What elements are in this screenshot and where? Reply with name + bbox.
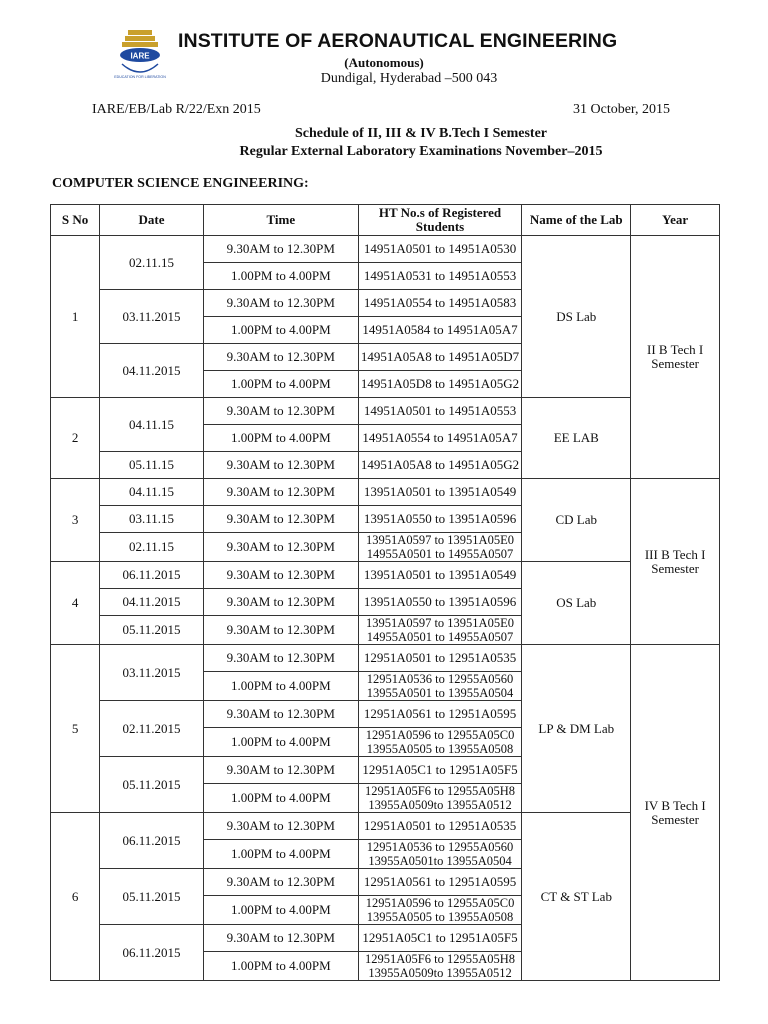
ht-range: 12951A0596 to 12955A05C0 <box>365 728 515 742</box>
lab-cell <box>522 645 631 813</box>
date-cell <box>100 645 204 701</box>
table-row <box>51 645 720 672</box>
ht-numbers-cell <box>358 645 522 672</box>
date-cell-text: 03.11.2015 <box>122 308 181 324</box>
time-cell-text: 9.30AM to 12.30PM <box>226 457 335 472</box>
ht-numbers-cell <box>358 728 522 757</box>
date-cell <box>100 925 204 981</box>
sno-cell-text: 6 <box>71 888 79 904</box>
time-cell-text: 9.30AM to 12.30PM <box>226 650 335 665</box>
time-cell-text: 9.30AM to 12.30PM <box>226 930 335 945</box>
ht-numbers-cell <box>358 757 522 784</box>
time-cell-text: 9.30AM to 12.30PM <box>226 874 335 889</box>
time-cell <box>203 290 358 317</box>
date-cell-text: 05.11.2015 <box>122 776 181 792</box>
ht-range: 13951A0501 to 13951A0549 <box>363 484 517 499</box>
ht-numbers-cell <box>358 616 522 645</box>
time-cell-text: 1.00PM to 4.00PM <box>230 322 331 337</box>
ht-numbers-cell <box>358 344 522 371</box>
time-cell <box>203 263 358 290</box>
time-cell-text: 1.00PM to 4.00PM <box>230 268 331 283</box>
date-cell <box>100 236 204 290</box>
date-cell <box>100 452 204 479</box>
date-cell-text: 05.11.2015 <box>122 622 181 637</box>
time-cell <box>203 479 358 506</box>
date-cell-text: 04.11.15 <box>128 416 174 432</box>
date-cell-text: 02.11.2015 <box>122 720 181 736</box>
date-cell <box>100 757 204 813</box>
ht-numbers-cell <box>358 562 522 589</box>
date-cell <box>100 701 204 757</box>
ht-range: 14955A0501 to 14955A0507 <box>366 630 514 644</box>
date-cell-text: 04.11.2015 <box>122 594 181 609</box>
date-cell <box>100 869 204 925</box>
date-cell-text: 06.11.2015 <box>122 944 181 960</box>
sno-cell <box>51 479 100 562</box>
ht-numbers-cell <box>358 398 522 425</box>
lab-cell-text: OS Lab <box>556 595 597 610</box>
ht-numbers-cell <box>358 589 522 616</box>
time-cell <box>203 757 358 784</box>
sno-cell-text: 1 <box>71 308 79 324</box>
time-cell-text: 9.30AM to 12.30PM <box>226 594 335 609</box>
time-cell <box>203 616 358 645</box>
date-cell <box>100 813 204 869</box>
ht-numbers-cell <box>358 371 522 398</box>
ht-range: 13951A0597 to 13951A05E0 <box>366 616 514 630</box>
ht-range: 14951A0501 to 14951A0530 <box>363 241 517 256</box>
ht-range: 14951A05A8 to 14951A05D7 <box>360 349 520 364</box>
ht-numbers-cell <box>358 533 522 562</box>
lab-cell <box>522 562 631 645</box>
year-cell <box>631 645 720 981</box>
ht-numbers-cell <box>358 925 522 952</box>
ht-range: 12951A0561 to 12951A0595 <box>363 706 517 721</box>
year-cell-text: II B Tech I Semester <box>647 342 704 371</box>
ht-range: 12951A0561 to 12951A0595 <box>363 874 517 889</box>
ht-range: 13955A0501to 13955A0504 <box>368 854 512 868</box>
time-cell <box>203 398 358 425</box>
time-cell-text: 1.00PM to 4.00PM <box>230 678 331 693</box>
time-cell <box>203 425 358 452</box>
lab-cell-text: CT & ST Lab <box>540 888 612 904</box>
date-cell-text: 05.11.15 <box>128 457 174 472</box>
ht-numbers-cell <box>358 506 522 533</box>
lab-cell <box>522 813 631 981</box>
sno-cell <box>51 398 100 479</box>
sno-cell <box>51 645 100 813</box>
year-cell <box>631 236 720 479</box>
time-cell <box>203 840 358 869</box>
exam-schedule-table <box>50 204 720 981</box>
time-cell <box>203 672 358 701</box>
table-body <box>51 236 720 981</box>
header-ht-numbers: HT No.s of Registered Students <box>358 205 522 236</box>
time-cell <box>203 645 358 672</box>
ht-numbers-cell <box>358 813 522 840</box>
time-cell-text: 9.30AM to 12.30PM <box>226 818 335 833</box>
time-cell <box>203 784 358 813</box>
document-date: 31 October, 2015 <box>573 102 671 117</box>
schedule-title-line1: Schedule of II, III & IV B.Tech I Semester <box>294 126 547 141</box>
time-cell-text: 9.30AM to 12.30PM <box>226 295 335 310</box>
table-row <box>51 813 720 840</box>
ht-range: 12951A05C1 to 12951A05F5 <box>362 762 518 777</box>
time-cell-text: 9.30AM to 12.30PM <box>226 762 335 777</box>
table-header-row <box>51 205 720 236</box>
time-cell <box>203 952 358 981</box>
ht-range: 13951A0501 to 13951A0549 <box>363 567 517 582</box>
table-row <box>51 479 720 506</box>
time-cell-text: 9.30AM to 12.30PM <box>226 567 335 582</box>
ht-numbers-cell <box>358 701 522 728</box>
institute-address: Dundigal, Hyderabad –500 043 <box>320 71 498 86</box>
date-cell-text: 02.11.15 <box>128 539 174 554</box>
time-cell-text: 9.30AM to 12.30PM <box>226 706 335 721</box>
date-cell <box>100 398 204 452</box>
date-cell <box>100 562 204 589</box>
year-cell-text: III B Tech I Semester <box>644 546 706 576</box>
time-cell-text: 1.00PM to 4.00PM <box>230 846 331 861</box>
time-cell <box>203 701 358 728</box>
year-cell <box>631 479 720 645</box>
lab-cell <box>522 398 631 479</box>
ht-range: 13955A0501 to 13955A0504 <box>366 686 514 700</box>
time-cell <box>203 813 358 840</box>
table-row <box>51 236 720 263</box>
ht-numbers-cell <box>358 263 522 290</box>
ht-range: 12951A05F6 to 12955A05H8 <box>365 952 516 966</box>
time-cell-text: 9.30AM to 12.30PM <box>226 511 335 526</box>
date-cell <box>100 533 204 562</box>
time-cell <box>203 533 358 562</box>
time-cell <box>203 728 358 757</box>
ht-numbers-cell <box>358 290 522 317</box>
ht-range: 14955A0501 to 14955A0507 <box>366 547 514 561</box>
ht-range: 14951A05D8 to 14951A05G2 <box>360 376 520 391</box>
date-cell-text: 04.11.2015 <box>122 362 181 378</box>
time-cell-text: 1.00PM to 4.00PM <box>230 376 331 391</box>
ht-range: 12951A0501 to 12951A0535 <box>363 818 517 833</box>
lab-cell-text: DS Lab <box>556 308 597 324</box>
time-cell <box>203 589 358 616</box>
time-cell <box>203 452 358 479</box>
header-sno: S No <box>51 205 100 236</box>
ht-range: 13955A0505 to 13955A0508 <box>366 742 514 756</box>
date-cell <box>100 589 204 616</box>
time-cell <box>203 925 358 952</box>
institute-name: INSTITUTE OF AERONAUTICAL ENGINEERING <box>178 30 618 52</box>
date-cell-text: 06.11.2015 <box>122 832 181 848</box>
lab-cell-text: CD Lab <box>555 512 598 527</box>
svg-text:EDUCATION FOR LIBERATION: EDUCATION FOR LIBERATION <box>114 75 166 79</box>
ht-numbers-cell <box>358 236 522 263</box>
table-row <box>51 562 720 589</box>
sno-cell-text: 3 <box>71 512 79 527</box>
lab-cell-text: EE LAB <box>553 430 599 445</box>
sno-cell-text: 4 <box>71 595 79 610</box>
ht-range: 13951A0550 to 13951A0596 <box>363 594 517 609</box>
ht-numbers-cell <box>358 840 522 869</box>
lab-cell <box>522 236 631 398</box>
time-cell <box>203 344 358 371</box>
date-cell-text: 03.11.15 <box>128 511 174 526</box>
time-cell <box>203 562 358 589</box>
date-cell <box>100 290 204 344</box>
table-row <box>51 398 720 425</box>
ht-numbers-cell <box>358 896 522 925</box>
ht-range: 13951A0550 to 13951A0596 <box>363 511 517 526</box>
date-cell <box>100 344 204 398</box>
ht-range: 12951A0596 to 12955A05C0 <box>365 896 515 910</box>
department-heading: COMPUTER SCIENCE ENGINEERING: <box>52 176 309 191</box>
ht-numbers-cell <box>358 317 522 344</box>
sno-cell-text: 5 <box>71 720 79 736</box>
date-cell-text: 04.11.15 <box>128 484 174 499</box>
ht-range: 12951A0501 to 12951A0535 <box>363 650 517 665</box>
time-cell <box>203 371 358 398</box>
sno-cell-text: 2 <box>71 430 79 445</box>
lab-cell-text: LP & DM Lab <box>538 720 615 736</box>
ht-range: 13955A0509to 13955A0512 <box>368 798 512 812</box>
time-cell-text: 9.30AM to 12.30PM <box>226 241 335 256</box>
header-year: Year <box>631 205 720 236</box>
autonomous-label: (Autonomous) <box>344 55 424 70</box>
ht-numbers-cell <box>358 672 522 701</box>
sno-cell <box>51 236 100 398</box>
schedule-title-line2: Regular External Laboratory Examinations November–2015 <box>239 144 603 159</box>
time-cell-text: 9.30AM to 12.30PM <box>226 403 335 418</box>
header-lab-name: Name of the Lab <box>522 205 631 236</box>
ht-numbers-cell <box>358 425 522 452</box>
header-date: Date <box>100 205 204 236</box>
time-cell-text: 1.00PM to 4.00PM <box>230 790 331 805</box>
ht-numbers-cell <box>358 479 522 506</box>
ht-range: 14951A0554 to 14951A0583 <box>363 295 517 310</box>
time-cell <box>203 506 358 533</box>
time-cell <box>203 869 358 896</box>
ht-range: 13951A0597 to 13951A05E0 <box>366 533 514 547</box>
letterhead <box>0 0 768 100</box>
time-cell <box>203 317 358 344</box>
year-cell-text: IV B Tech I Semester <box>644 797 706 827</box>
ht-range: 13955A0505 to 13955A0508 <box>366 910 514 924</box>
date-cell-text: 05.11.2015 <box>122 888 181 904</box>
time-cell-text: 1.00PM to 4.00PM <box>230 902 331 917</box>
time-cell-text: 9.30AM to 12.30PM <box>226 349 335 364</box>
date-cell-text: 06.11.2015 <box>122 567 181 582</box>
ht-numbers-cell <box>358 784 522 813</box>
reference-number: IARE/EB/Lab R/22/Exn 2015 <box>92 102 261 117</box>
ht-range: 14951A0531 to 14951A0553 <box>363 268 517 283</box>
ht-range: 12951A0536 to 12955A0560 <box>366 672 514 686</box>
date-cell <box>100 479 204 506</box>
ht-numbers-cell <box>358 452 522 479</box>
sno-cell <box>51 562 100 645</box>
lab-cell <box>522 479 631 562</box>
date-cell <box>100 616 204 645</box>
header-time: Time <box>203 205 358 236</box>
ht-range: 14951A05A8 to 14951A05G2 <box>360 457 520 472</box>
svg-text:IARE: IARE <box>130 51 150 61</box>
date-cell <box>100 506 204 533</box>
ht-numbers-cell <box>358 952 522 981</box>
ht-range: 12951A0536 to 12955A0560 <box>366 840 514 854</box>
time-cell-text: 1.00PM to 4.00PM <box>230 430 331 445</box>
ht-range: 13955A0509to 13955A0512 <box>368 966 512 980</box>
time-cell-text: 9.30AM to 12.30PM <box>226 484 335 499</box>
time-cell <box>203 896 358 925</box>
time-cell-text: 1.00PM to 4.00PM <box>230 958 331 973</box>
ht-range: 14951A0554 to 14951A05A7 <box>362 430 518 445</box>
ht-numbers-cell <box>358 869 522 896</box>
sno-cell <box>51 813 100 981</box>
ht-range: 12951A05F6 to 12955A05H8 <box>365 784 516 798</box>
time-cell-text: 1.00PM to 4.00PM <box>230 734 331 749</box>
ht-range: 14951A0501 to 14951A0553 <box>363 403 517 418</box>
date-cell-text: 02.11.15 <box>128 254 174 270</box>
ht-range: 12951A05C1 to 12951A05F5 <box>362 930 518 945</box>
time-cell-text: 9.30AM to 12.30PM <box>226 539 335 554</box>
time-cell-text: 9.30AM to 12.30PM <box>226 622 335 637</box>
date-cell-text: 03.11.2015 <box>122 664 181 680</box>
ht-range: 14951A0584 to 14951A05A7 <box>362 322 518 337</box>
time-cell <box>203 236 358 263</box>
